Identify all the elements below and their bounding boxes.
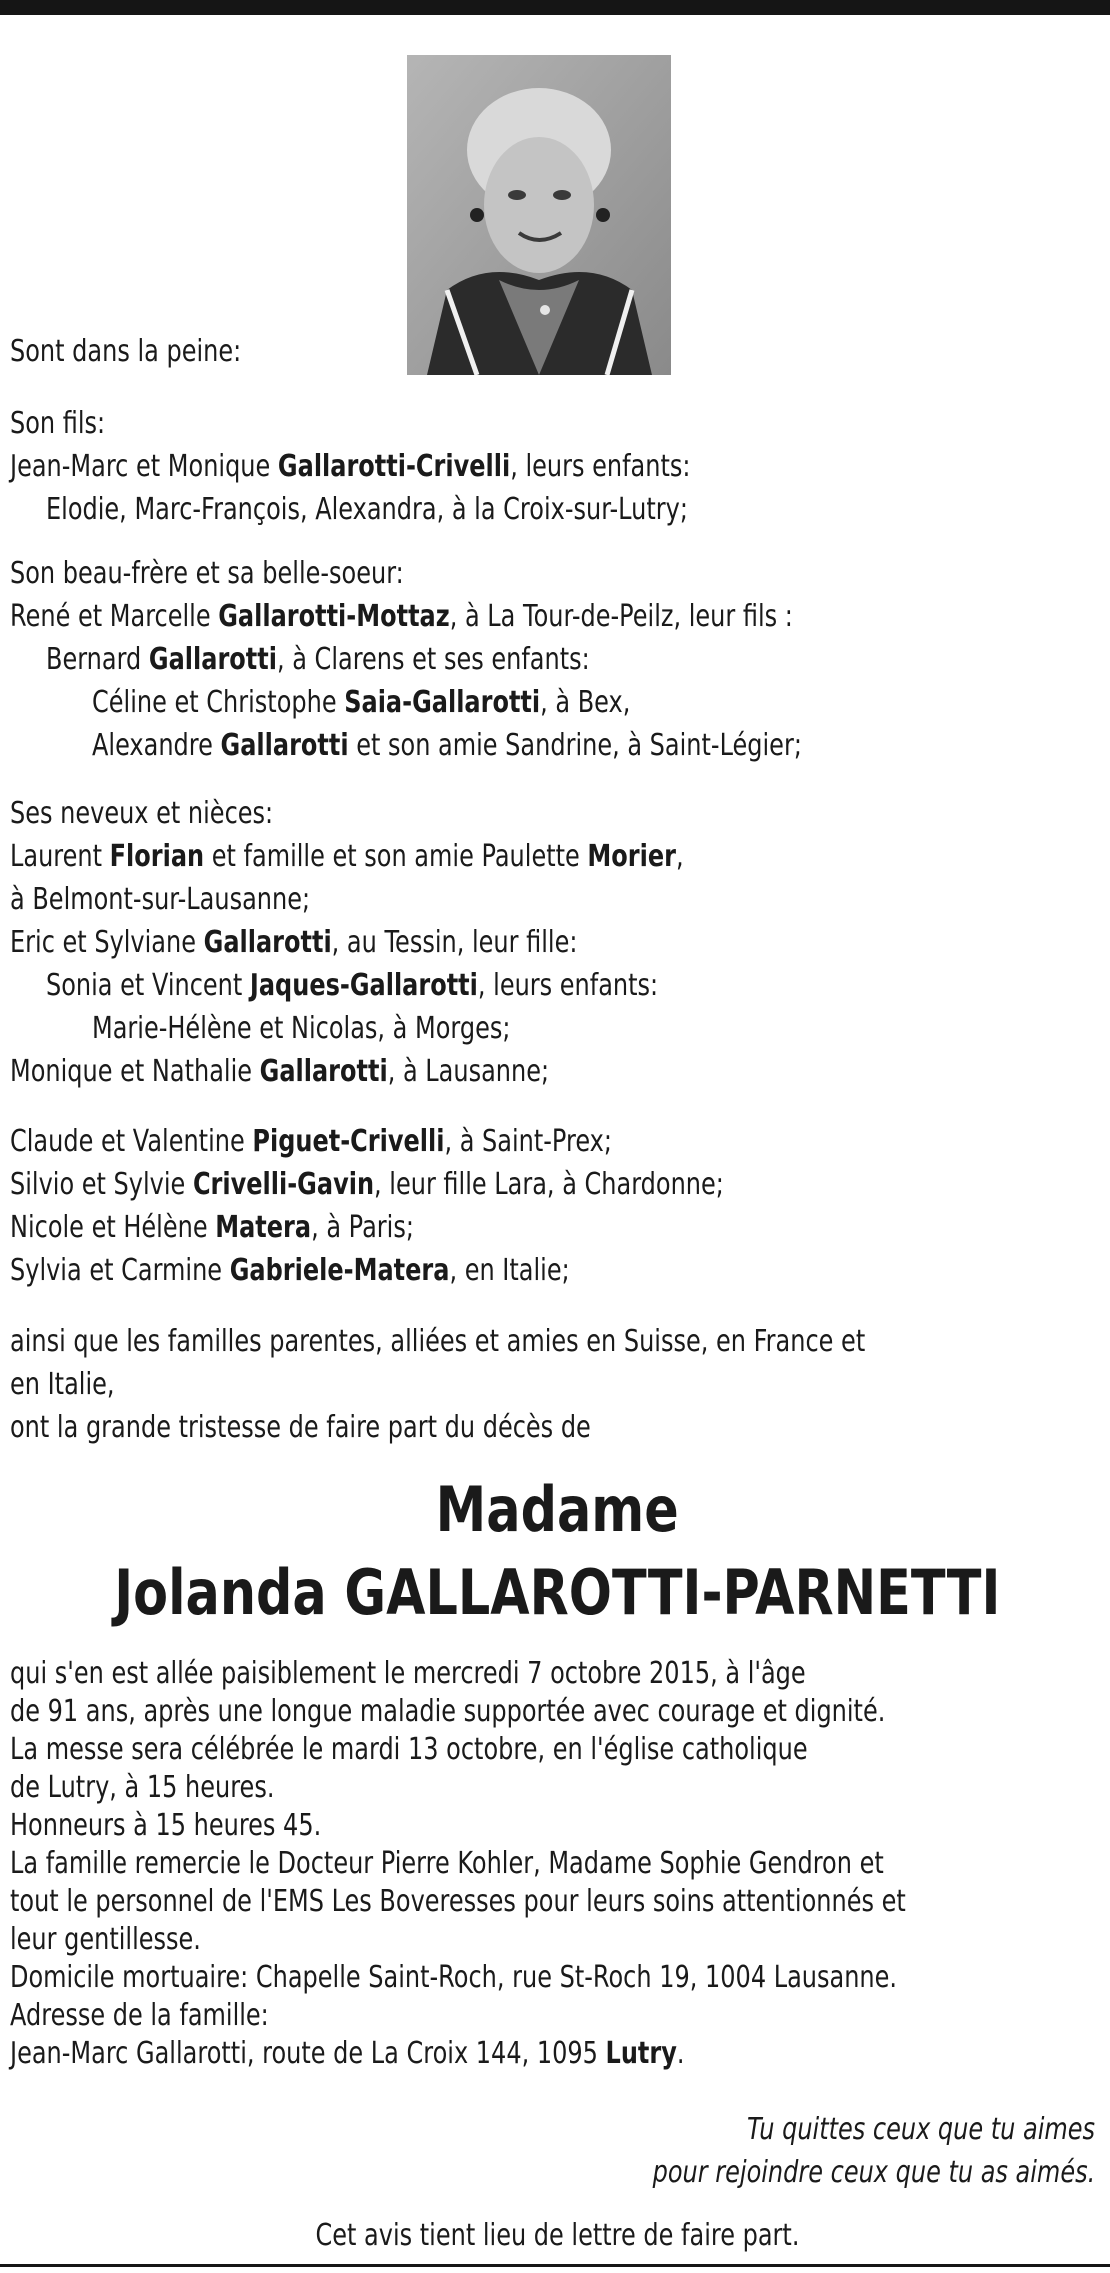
intro-line: Sont dans la peine: (10, 334, 242, 369)
bottom-border (0, 2264, 1110, 2267)
closing-line: Cet avis tient lieu de lettre de faire part. (315, 2218, 800, 2253)
announcement-line-2: en Italie, (10, 1367, 115, 1402)
surname: Gallarotti-Crivelli (277, 449, 511, 484)
eric-line: Eric et Sylviane Gallarotti, au Tessin, leur fille: (10, 925, 578, 960)
silvio-line: Silvio et Sylvie Crivelli-Gavin, leur fille Lara, à Chardonne; (10, 1167, 724, 1202)
inlaws-heading: Son beau-frère et sa belle-soeur: (10, 556, 404, 591)
details-line: Domicile mortuaire: Chapelle Saint-Roch, rue St-Roch 19, 1004 Lausanne. (10, 1960, 898, 1995)
details-line: tout le personnel de l'EMS Les Boveresses pour leurs soins attentionnés et (10, 1884, 906, 1919)
deceased-title: Madame (435, 1473, 680, 1546)
announcement-line-1: ainsi que les familles parentes, alliées et amies en Suisse, en France et (10, 1324, 866, 1359)
surname: Gallarotti (148, 642, 277, 677)
belmont-line: à Belmont-sur-Lausanne; (10, 882, 311, 917)
quote-line-2: pour rejoindre ceux que tu as aimés. (652, 2155, 1095, 2190)
surname: Matera (215, 1210, 312, 1245)
marie-line: Marie-Hélène et Nicolas, à Morges; (92, 1011, 511, 1046)
grandchildren-line: Elodie, Marc-François, Alexandra, à la Croix-sur-Lutry; (46, 492, 688, 527)
bernard-line: Bernard Gallarotti, à Clarens et ses enfants: (46, 642, 590, 677)
nephews-heading: Ses neveux et nièces: (10, 796, 274, 831)
monique-line: Monique et Nathalie Gallarotti, à Lausanne; (10, 1054, 550, 1089)
sonia-line: Sonia et Vincent Jaques-Gallarotti, leurs enfants: (46, 968, 659, 1003)
portrait-photo (407, 55, 671, 375)
details-line: La messe sera célébrée le mardi 13 octobre, en l'église catholique (10, 1732, 808, 1767)
details-line: de 91 ans, après une longue maladie supportée avec courage et dignité. (10, 1694, 886, 1729)
laurent-line: Laurent Florian et famille et son amie Paulette Morier, (10, 839, 684, 874)
surname: Piguet-Crivelli (252, 1124, 445, 1159)
sylvia-line: Sylvia et Carmine Gabriele-Matera, en Italie; (10, 1253, 570, 1288)
quote-line-1: Tu quittes ceux que tu aimes (746, 2112, 1095, 2147)
son-line: Jean-Marc et Monique Gallarotti-Crivelli, leurs enfants: (10, 449, 691, 484)
surname: Gallarotti (259, 1054, 388, 1089)
surname: Florian (109, 839, 205, 874)
surname: Gallarotti (220, 728, 349, 763)
details-line: Adresse de la famille: (10, 1998, 269, 2033)
nicole-line: Nicole et Hélène Matera, à Paris; (10, 1210, 414, 1245)
details-line: leur gentillesse. (10, 1922, 201, 1957)
surname: Gallarotti-Mottaz (218, 599, 450, 634)
details-line: Honneurs à 15 heures 45. (10, 1808, 322, 1843)
surname: Crivelli-Gavin (192, 1167, 375, 1202)
celine-line: Céline et Christophe Saia-Gallarotti, à Bex, (92, 685, 631, 720)
son-heading: Son fils: (10, 406, 106, 441)
surname: Jaques-Gallarotti (249, 968, 478, 1003)
surname: Morier (587, 839, 676, 874)
details-line: qui s'en est allée paisiblement le mercredi 7 octobre 2015, à l'âge (10, 1656, 806, 1691)
inlaws-line: René et Marcelle Gallarotti-Mottaz, à La Tour-de-Peilz, leur fils : (10, 599, 793, 634)
deceased-name: Jolanda GALLAROTTI-PARNETTI (114, 1556, 1001, 1629)
claude-line: Claude et Valentine Piguet-Crivelli, à Saint-Prex; (10, 1124, 612, 1159)
surname: Saia-Gallarotti (344, 685, 541, 720)
details-line: La famille remercie le Docteur Pierre Kohler, Madame Sophie Gendron et (10, 1846, 884, 1881)
details-line: de Lutry, à 15 heures. (10, 1770, 275, 1805)
town: Lutry (605, 2036, 677, 2071)
alexandre-line: Alexandre Gallarotti et son amie Sandrine, à Saint-Légier; (92, 728, 802, 763)
top-border (0, 0, 1110, 15)
surname: Gabriele-Matera (229, 1253, 450, 1288)
surname: Gallarotti (203, 925, 332, 960)
announcement-line-3: ont la grande tristesse de faire part du décès de (10, 1410, 591, 1445)
family-address: Jean-Marc Gallarotti, route de La Croix 144, 1095 Lutry. (10, 2036, 685, 2071)
